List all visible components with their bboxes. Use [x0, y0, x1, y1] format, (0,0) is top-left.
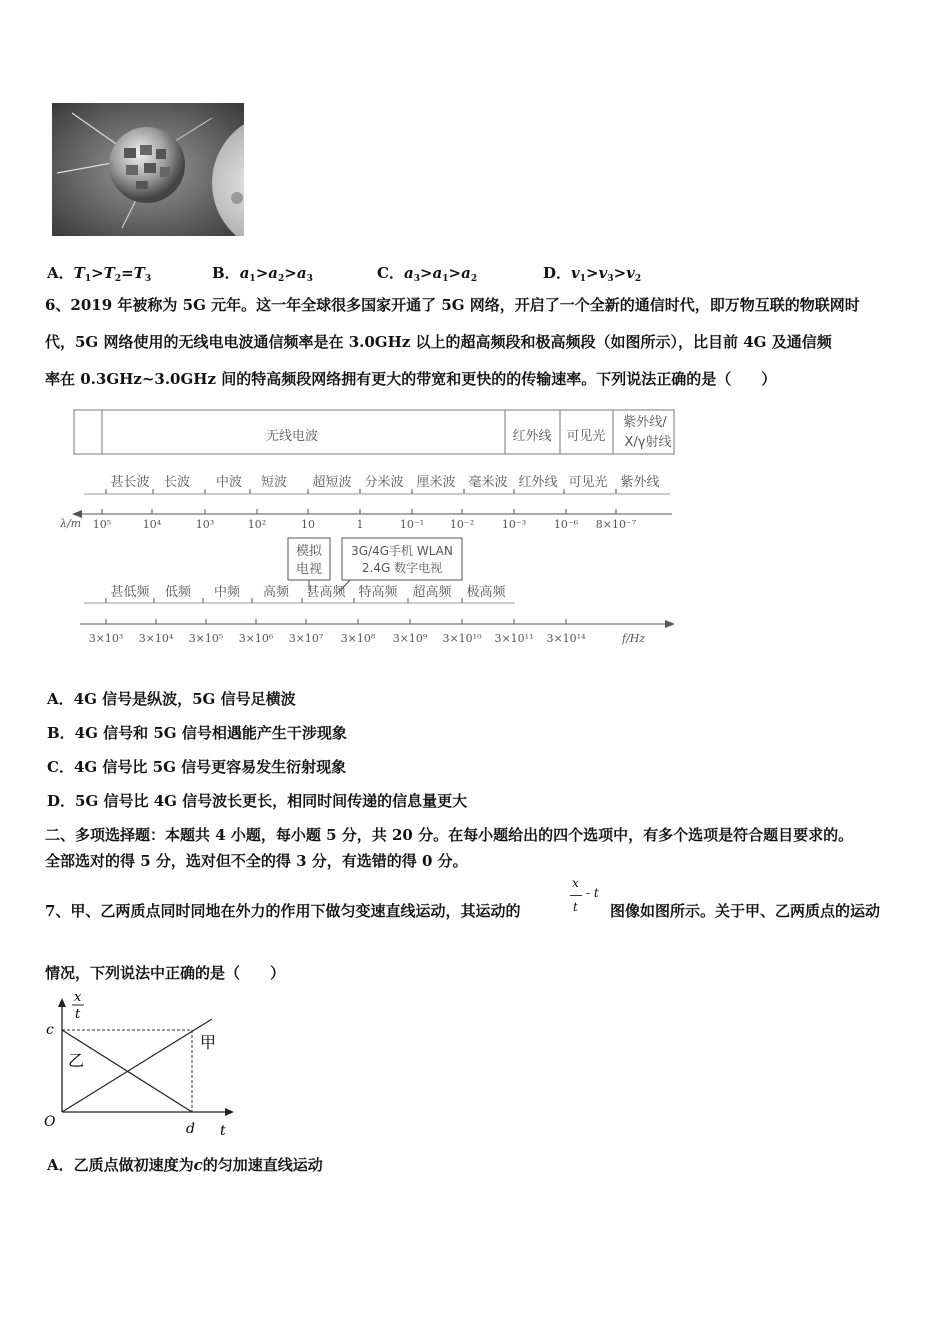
freq-tick-label: 3×10¹⁴	[546, 632, 586, 645]
wave-name: 中波	[215, 475, 243, 490]
q7-option-a-post: 的匀加速直线运动	[202, 1156, 323, 1174]
satellite-image	[52, 103, 244, 236]
q5-option-d: D．$v_1>v_3>v_2$	[543, 264, 642, 284]
q6-option-d: D．5G 信号比 4G 信号波长更长，相同时间传递的信息量更大	[47, 792, 468, 810]
freq-name: 极高频	[466, 585, 506, 600]
lambda-tick-label: 1	[356, 518, 364, 531]
lambda-tick-label: 10³	[195, 518, 215, 531]
q7-line-1-pre: 7、甲、乙两质点同时同地在外力的作用下做匀变速直线运动，其运动的	[45, 902, 521, 920]
lambda-tick-label: 10⁴	[142, 518, 162, 531]
freq-tick-label: 3×10³	[88, 632, 124, 645]
lambda-tick-label: 10	[301, 518, 315, 531]
freq-tick-label: 3×10¹⁰	[442, 632, 482, 645]
band-radio: 无线电波	[265, 429, 319, 444]
graph-c-label: c	[46, 1022, 54, 1038]
q6-line-1: 6、2019 年被称为 5G 元年。这一年全球很多国家开通了 5G 网络，开启了一个全新的通信时代，即万物互联的物联网时	[45, 296, 860, 314]
wave-name: 分米波	[364, 475, 404, 490]
wave-name: 厘米波	[416, 475, 456, 490]
wave-name: 红外线	[518, 475, 558, 490]
q7-option-a-var: c	[193, 1156, 203, 1174]
lambda-tick-label: 10⁻⁶	[553, 518, 579, 531]
lambda-tick-label: 10²	[247, 518, 267, 531]
wave-name: 超短波	[312, 475, 352, 490]
lambda-tick-label: 8×10⁻⁷	[595, 518, 637, 531]
q7-fraction	[568, 876, 608, 920]
q6-line-3: 率在 0.3GHz~3.0GHz 间的特高频段网络拥有更大的带宽和更快的的传输速率。下列说法正确的是（ ）	[45, 370, 777, 388]
q7-line-2: 情况，下列说法中正确的是（ ）	[45, 964, 286, 982]
freq-name: 高频	[262, 585, 290, 600]
freq-label: f/Hz	[622, 632, 646, 645]
q7-frac-tail: - t	[586, 886, 599, 900]
q6-option-c: C．4G 信号比 5G 信号更容易发生衍射现象	[47, 758, 347, 776]
graph-y-num: x	[74, 990, 82, 1005]
box-4g-1: 3G/4G手机 WLAN	[351, 544, 453, 558]
box-tv-1: 模拟	[295, 544, 323, 559]
q7-option-a	[47, 1154, 323, 1175]
wave-name: 紫外线	[620, 475, 660, 490]
q5-option-a: A．$T_1>T_2=T_3$	[47, 264, 152, 284]
graph-y-den: t	[75, 1007, 81, 1022]
band-visible: 可见光	[566, 429, 606, 444]
freq-tick-label: 3×10⁶	[238, 632, 274, 645]
q6-line-2: 代，5G 网络使用的无线电电波通信频率是在 3.0GHz 以上的超高频段和极高频段（如图所示），比目前 4G 及通信频	[45, 333, 832, 351]
lambda-tick-label: 10⁵	[92, 518, 112, 531]
q7-frac-num: x	[572, 876, 579, 890]
freq-name: 甚高频	[306, 585, 346, 600]
box-4g-2: 2.4G 数字电视	[361, 561, 443, 575]
lambda-tick-label: 10⁻¹	[399, 518, 425, 531]
wave-name: 长波	[163, 475, 191, 490]
lambda-label: λ/m	[60, 517, 82, 530]
graph-jia: 甲	[200, 1033, 217, 1052]
wave-name: 可见光	[568, 475, 608, 490]
lambda-tick-label: 10⁻²	[449, 518, 475, 531]
graph-d-label: d	[186, 1121, 195, 1137]
graph-t-label: t	[220, 1123, 226, 1139]
q7-option-a-pre: A．乙质点做初速度为	[47, 1156, 194, 1174]
freq-tick-label: 3×10⁹	[392, 632, 428, 645]
freq-name: 低频	[164, 585, 192, 600]
freq-tick-label: 3×10⁵	[188, 632, 224, 645]
q6-option-b: B．4G 信号和 5G 信号相遇能产生干涉现象	[47, 724, 347, 742]
lambda-tick-label: 10⁻³	[501, 518, 527, 531]
section2-line-2: 全部选对的得 5 分，选对但不全的得 3 分，有选错的得 0 分。	[45, 852, 468, 870]
wave-name: 短波	[260, 475, 288, 490]
graph-yi: 乙	[68, 1051, 85, 1070]
band-infrared: 红外线	[512, 429, 552, 444]
freq-tick-label: 3×10¹¹	[494, 632, 534, 645]
freq-name: 甚低频	[110, 585, 150, 600]
spectrum-figure	[60, 406, 700, 656]
xt-graph	[40, 990, 250, 1140]
section2-line-1: 二、多项选择题：本题共 4 小题，每小题 5 分，共 20 分。在每小题给出的四个选项中，有多个选项是符合题目要求的。	[45, 826, 854, 844]
freq-name: 特高频	[358, 585, 398, 600]
q7-frac-den: t	[573, 900, 578, 914]
q5-option-c: C．$a_3>a_1>a_2$	[377, 264, 478, 284]
q6-option-a: A．4G 信号是纵波，5G 信号足横波	[47, 690, 296, 708]
freq-name: 中频	[213, 585, 241, 600]
q7-line-1-post: 图像如图所示。关于甲、乙两质点的运动	[610, 902, 881, 920]
wave-name: 毫米波	[468, 475, 508, 490]
box-tv-2: 电视	[295, 562, 323, 577]
band-xray: X/γ射线	[624, 435, 672, 450]
band-uv: 紫外线/	[623, 415, 667, 430]
q5-option-b: B．$a_1>a_2>a_3$	[212, 264, 313, 284]
freq-tick-label: 3×10⁷	[288, 632, 324, 645]
freq-tick-label: 3×10⁸	[340, 632, 376, 645]
graph-origin: O	[44, 1114, 56, 1130]
freq-tick-label: 3×10⁴	[138, 632, 174, 645]
wave-name: 甚长波	[110, 475, 150, 490]
freq-name: 超高频	[412, 585, 452, 600]
